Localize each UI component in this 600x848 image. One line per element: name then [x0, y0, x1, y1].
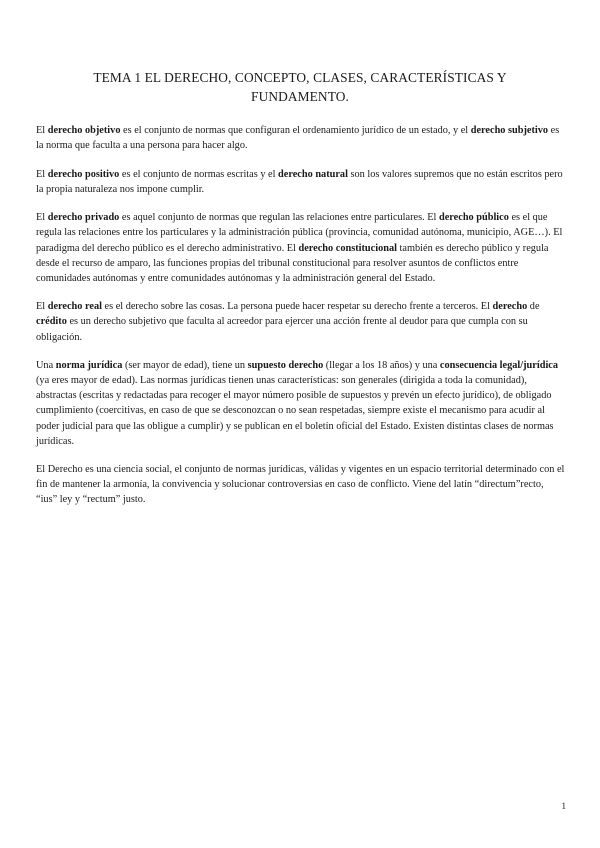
paragraph-real-credito — [36, 299, 566, 344]
paragraph-norma-juridica — [36, 358, 566, 449]
text-run: es un derecho subjetivo que faculta al acreedor para ejercer una acción frente al deudor para que cumpla con su obligación. — [36, 316, 528, 343]
term-derecho-subjetivo: derecho subjetivo — [470, 125, 549, 136]
paragraph-positivo-natural — [36, 167, 566, 197]
text-run: El Derecho es una ciencia social, el conjunto de normas jurídicas, válidas y vigentes en un espacio territorial determinado con el fin de mantener la armonía, la convivencia y solucionar controversias en caso de conflicto. Viene del latín “directum”recto, “ius” ley y “rectum” justo. — [36, 464, 565, 506]
text-run: El — [36, 212, 48, 224]
paragraph-objetivo-subjetivo — [36, 123, 566, 153]
term-derecho-publico: derecho público — [439, 212, 509, 224]
document-body — [36, 123, 566, 521]
paragraph-derecho-ciencia-social — [36, 462, 566, 507]
text-run: (ser mayor de edad), tiene un — [122, 360, 248, 372]
term-derecho: derecho — [492, 301, 528, 313]
term-derecho-privado: derecho privado — [47, 212, 120, 224]
page-number: 1 — [561, 801, 566, 811]
text-run: es la norma que faculta a una persona para hacer algo. — [36, 125, 560, 152]
term-norma-juridica: norma jurídica — [55, 360, 123, 372]
text-run: de — [527, 301, 540, 313]
text-run: es el derecho sobre las cosas. La persona puede hacer respetar su derecho frente a terceros. El — [101, 301, 493, 313]
term-derecho-objetivo: derecho objetivo — [47, 125, 121, 136]
text-run: es el conjunto de normas que configuran el ordenamiento jurídico de un estado, y el — [120, 125, 471, 136]
text-run: también es derecho público y regula desde el recurso de amparo, las funciones propias del tribunal constitucional para resolver asuntos de conflictos entre comunidades autónomas y entre comunidades autónomas y la administración general del Estado. — [36, 242, 549, 284]
text-run: El — [36, 301, 48, 313]
term-credito: crédito — [36, 316, 67, 328]
text-run: es el conjunto de normas escritas y el — [119, 168, 279, 180]
paragraph-privado-publico — [36, 210, 566, 285]
text-run: El — [36, 168, 48, 180]
term-consecuencia-legal: consecuencia legal/jurídica — [439, 360, 559, 372]
text-run: (ya eres mayor de edad). Las normas jurídicas tienen unas características: son generales (dirigida a toda la comunidad), abstractas (escritas y redactadas para recoger el mayor número posible de supuestos y prevén un efecto jurídico), de obligado cumplimiento (coercitivas, en caso de que se desconozcan o no sean respetadas, siempre existe el mecanismo para acudir al poder judicial para que las obligue a cumplir) y se publican en el boletín oficial del Estado. Existen distintas clases de normas jurídicas. — [36, 375, 554, 447]
text-run: Una — [36, 360, 56, 372]
term-supuesto-derecho: supuesto derecho — [247, 360, 324, 372]
term-derecho-constitucional: derecho constitucional — [298, 242, 397, 254]
document-title: TEMA 1 EL DERECHO, CONCEPTO, CLASES, CARACTERÍSTICAS Y FUNDAMENTO. — [93, 70, 507, 104]
text-run: (llegar a los 18 años) y una — [323, 360, 440, 372]
text-run: es el que regula las relaciones entre los particulares y la administración pública (provincia, comunidad autónoma, municipio, AGE…). El paradigma del derecho público es el derecho administrativo. El — [36, 212, 563, 254]
term-derecho-positivo: derecho positivo — [47, 168, 120, 180]
text-run: son los valores supremos que no están escritos pero la propia naturaleza nos impone cumplir. — [36, 168, 563, 195]
text-run: es aquel conjunto de normas que regulan las relaciones entre particulares. El — [119, 212, 439, 224]
term-derecho-natural: derecho natural — [278, 168, 348, 180]
text-run: El — [36, 125, 48, 136]
term-derecho-real: derecho real — [47, 301, 102, 313]
